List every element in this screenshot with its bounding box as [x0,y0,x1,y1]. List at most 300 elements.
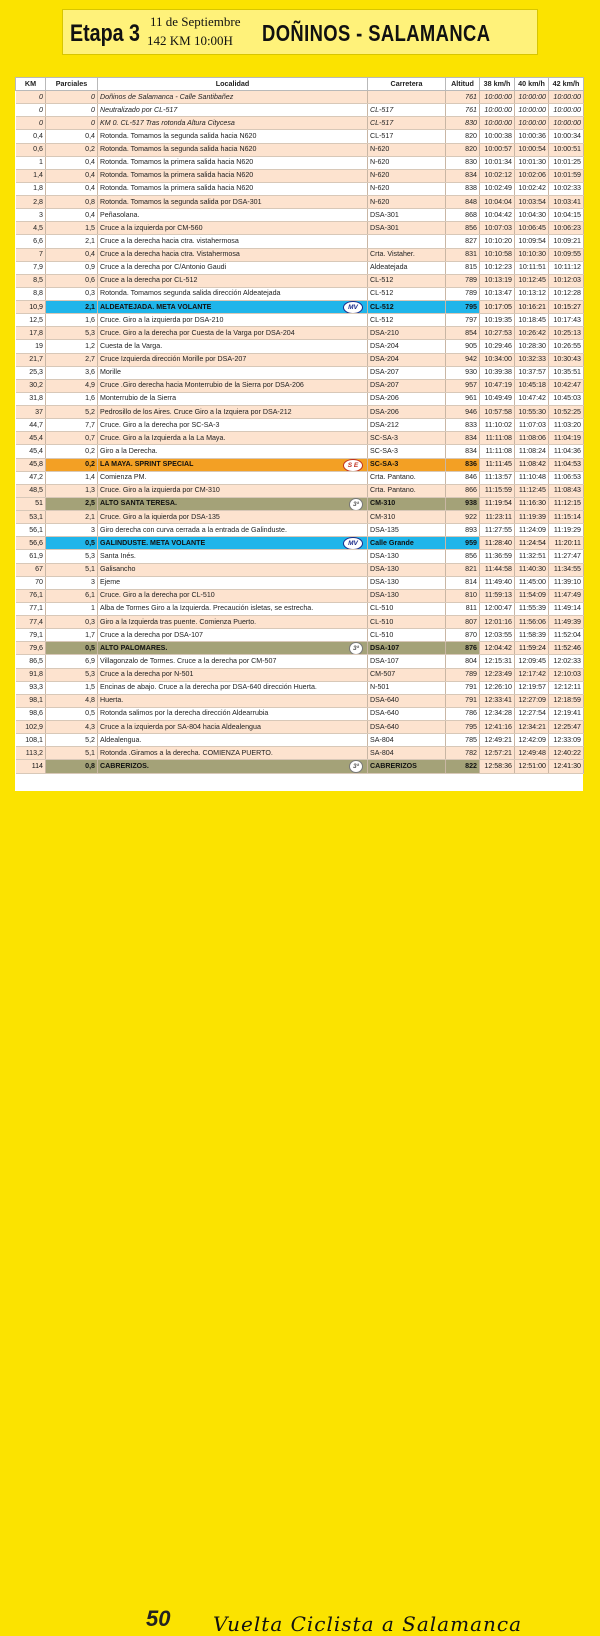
cell-time-42-text: 10:06:23 [553,223,581,232]
cell-time-38 [480,524,515,537]
cell-time-42-text: 11:49:14 [553,604,581,613]
cell-time-42 [549,694,584,707]
cell-time-40-text: 11:16:30 [518,499,546,508]
cell-time-42-text: 11:04:36 [553,446,581,455]
cell-carretera [368,379,446,392]
cell-km [16,563,46,576]
cell-altitud [446,721,480,734]
cell-time-42-text: 10:01:59 [553,171,581,180]
cell-carretera-text: CM-507 [370,670,396,679]
cell-localidad-text: Rotonda. Tomamos la segunda salida hacia N620 [100,131,257,140]
cell-km [16,602,46,615]
cell-carretera [368,432,446,445]
cell-parcial-text: 0,8 [85,761,95,770]
cell-altitud-text: 797 [465,315,477,324]
cell-time-42-text: 12:25:47 [553,722,581,731]
cell-time-42 [549,314,584,327]
cell-time-38-text: 12:34:28 [484,709,512,718]
cell-time-38 [480,471,515,484]
cell-localidad [98,327,368,340]
cell-time-38 [480,274,515,287]
cell-time-40 [515,366,549,379]
table-row [16,143,584,156]
cell-time-42-text: 10:02:33 [553,184,581,193]
cell-time-40-text: 10:02:06 [518,171,546,180]
cell-parcial [46,196,98,209]
stage-header [0,0,600,70]
cell-time-38-text: 10:17:05 [484,302,512,311]
cell-altitud [446,353,480,366]
cell-time-38 [480,576,515,589]
cell-altitud-text: 811 [465,604,477,613]
cell-parcial-text: 1,5 [85,683,95,692]
cell-parcial-text: 4,8 [85,696,95,705]
cell-carretera-text: CL-517 [370,105,394,114]
cell-time-38-text: 10:39:38 [484,368,512,377]
cell-km-text: 6,6 [33,236,43,245]
cell-localidad [98,497,368,510]
cell-time-38 [480,196,515,209]
table-row [16,104,584,117]
cell-parcial-text: 7,7 [85,420,95,429]
cell-km [16,327,46,340]
cell-time-40-text: 10:04:30 [518,210,546,219]
cell-carretera [368,143,446,156]
cell-time-40-text: 11:55:39 [518,604,546,613]
cell-altitud [446,681,480,694]
cell-km [16,721,46,734]
cell-altitud-text: 789 [465,276,477,285]
cell-localidad [98,235,368,248]
cell-carretera-text: DSA-204 [370,355,399,364]
cell-time-38-text: 12:49:21 [484,735,512,744]
cell-time-42-text: 11:19:29 [553,525,581,534]
cell-time-40 [515,353,549,366]
cell-km [16,235,46,248]
cell-km-text: 7 [39,250,43,259]
cell-carretera-text: CL-517 [370,118,394,127]
cell-time-40 [515,602,549,615]
cell-time-42-text: 11:08:43 [553,486,581,495]
cell-time-40 [515,340,549,353]
cell-time-38 [480,642,515,655]
table-row [16,327,584,340]
cell-km [16,91,46,104]
table-row [16,655,584,668]
cell-parcial-text: 5,3 [85,551,95,560]
cell-km [16,642,46,655]
cell-localidad [98,589,368,602]
cell-km-text: 114 [31,761,43,770]
table-row [16,721,584,734]
cell-localidad-text: Doñinos de Salamanca - Calle Santibañez [100,92,234,101]
cell-time-38 [480,104,515,117]
cell-time-42 [549,458,584,471]
cell-localidad [98,366,368,379]
cell-localidad-text: ALTO PALOMARES. [100,643,168,652]
cell-time-42-text: 10:00:51 [553,145,581,154]
cell-carretera-text: DSA-640 [370,709,399,718]
cell-altitud-text: 866 [465,486,477,495]
cell-altitud [446,734,480,747]
cell-time-40 [515,668,549,681]
cell-altitud [446,340,480,353]
cell-parcial [46,104,98,117]
cell-time-40 [515,130,549,143]
cell-time-42-text: 10:12:28 [553,289,581,298]
cell-time-40 [515,537,549,550]
cell-km [16,353,46,366]
cell-time-40 [515,104,549,117]
cell-time-38-text: 10:10:20 [484,236,512,245]
itinerary-table [15,77,584,774]
cell-parcial-text: 1,2 [85,341,95,350]
cell-carretera [368,314,446,327]
cell-time-38 [480,511,515,524]
cell-carretera-text: DSA-130 [370,591,399,600]
cell-altitud [446,130,480,143]
cell-time-38-text: 12:41:16 [484,722,512,731]
cell-time-38 [480,182,515,195]
cell-parcial-text: 2,1 [85,302,95,311]
table-row [16,524,584,537]
cell-localidad-text: CABRERIZOS. [100,761,149,770]
cell-time-42-text: 12:33:09 [553,735,581,744]
cell-parcial [46,392,98,405]
cell-altitud-text: 854 [465,328,477,337]
cell-altitud [446,235,480,248]
cell-km [16,182,46,195]
table-row [16,602,584,615]
cell-time-38 [480,734,515,747]
cell-time-42 [549,655,584,668]
cell-time-42-text: 11:03:20 [553,420,581,429]
table-row [16,392,584,405]
cell-parcial-text: 0,5 [85,709,95,718]
cell-localidad [98,209,368,222]
cell-time-42-text: 12:40:22 [553,748,581,757]
cell-altitud [446,117,480,130]
cell-altitud [446,524,480,537]
cell-localidad-text: Cruce a la izquierda por SA-804 hacia Aldealengua [100,722,261,731]
cell-km-text: 45,4 [29,446,43,455]
cell-localidad [98,196,368,209]
table-row [16,629,584,642]
cell-parcial-text: 2,1 [85,512,95,521]
cell-km-text: 8,5 [33,276,43,285]
cell-parcial [46,484,98,497]
cell-altitud-text: 830 [465,158,477,167]
cell-altitud-text: 834 [465,433,477,442]
cell-time-40-text: 10:18:45 [518,315,546,324]
cell-time-40 [515,471,549,484]
cell-km-text: 4,5 [33,223,43,232]
cell-parcial-text: 3,6 [85,368,95,377]
cell-time-42-text: 10:03:41 [553,197,581,206]
table-row [16,445,584,458]
cell-time-42 [549,602,584,615]
meta-volante-badge: MV [343,301,363,314]
cell-time-42-text: 10:00:00 [553,118,581,127]
cell-time-38-text: 10:29:46 [484,341,512,350]
cell-localidad [98,91,368,104]
cell-time-40 [515,392,549,405]
cell-localidad-text: Cruce a la derecha por DSA-107 [100,630,203,639]
cell-time-40-text: 12:19:57 [518,683,546,692]
cell-km [16,589,46,602]
cell-time-42 [549,182,584,195]
cell-time-42-text: 11:12:15 [553,499,581,508]
cell-time-38-text: 10:00:00 [484,118,512,127]
cell-parcial [46,406,98,419]
cell-carretera [368,576,446,589]
cell-time-40-text: 12:17:42 [518,670,546,679]
cell-parcial-text: 2,1 [85,236,95,245]
cell-time-40 [515,117,549,130]
cell-localidad-text: Santa Inés. [100,551,136,560]
cell-km-text: 56,6 [29,538,43,547]
cell-time-38 [480,209,515,222]
cell-time-38-text: 10:57:58 [484,407,512,416]
cell-time-40 [515,314,549,327]
cell-localidad [98,301,368,314]
cell-km-text: 91,8 [29,670,43,679]
cell-carretera [368,734,446,747]
cell-time-42 [549,576,584,589]
cell-time-42 [549,642,584,655]
table-row [16,366,584,379]
cell-carretera-text: DSA-206 [370,407,399,416]
cell-localidad [98,734,368,747]
cell-time-42-text: 10:52:25 [553,407,581,416]
cell-km-text: 77,4 [29,617,43,626]
cell-km [16,248,46,261]
cell-time-40 [515,379,549,392]
cell-carretera [368,747,446,760]
cell-time-38 [480,589,515,602]
cell-time-42 [549,629,584,642]
cell-time-38 [480,222,515,235]
cell-km-text: 61,9 [29,551,43,560]
cell-altitud [446,445,480,458]
cell-km-text: 2,8 [33,197,43,206]
cell-time-42 [549,104,584,117]
cell-carretera [368,353,446,366]
cell-carretera [368,248,446,261]
cell-localidad-text: Rotonda. Tomamos la segunda salida hacia N620 [100,145,257,154]
cell-localidad [98,222,368,235]
cell-time-38-text: 12:15:31 [484,656,512,665]
cell-altitud-text: 782 [465,748,477,757]
cell-altitud-text: 791 [465,696,477,705]
cell-localidad-text: Cruce a la derecha por N-501 [100,670,194,679]
cell-localidad-text: Pedrosillo de los Aires. Cruce Giro a la Izquiera por DSA-212 [100,407,292,416]
cell-carretera [368,681,446,694]
cell-altitud-text: 856 [465,223,477,232]
cell-time-38 [480,458,515,471]
cell-parcial [46,497,98,510]
cell-time-40 [515,248,549,261]
cell-altitud-text: 810 [465,591,477,600]
cell-carretera [368,261,446,274]
cell-parcial [46,760,98,773]
cell-localidad-text: ALDEATEJADA. META VOLANTE [100,302,212,311]
cell-localidad [98,629,368,642]
cell-altitud [446,629,480,642]
cell-time-42 [549,537,584,550]
cell-time-42-text: 12:41:30 [553,761,581,770]
cell-time-40-text: 10:32:33 [518,355,546,364]
cell-carretera-text: N-620 [370,197,390,206]
cell-time-42 [549,156,584,169]
cell-localidad-text: Cruce. Giro a la Izquierda a la La Maya. [100,433,226,442]
cell-km-text: 102,9 [25,722,43,731]
cell-time-38 [480,432,515,445]
cell-time-38 [480,406,515,419]
cell-time-38 [480,419,515,432]
cell-localidad-text: Rotonda. Tomamos la primera salida hacia N620 [100,171,254,180]
cell-time-42 [549,248,584,261]
col-header-40kmh: 40 km/h [515,78,549,91]
cell-parcial [46,366,98,379]
cell-localidad-text: Morille [100,368,121,377]
cell-parcial-text: 3 [91,525,95,534]
cell-time-40 [515,209,549,222]
cell-localidad [98,406,368,419]
cell-altitud-text: 820 [465,131,477,140]
cell-time-38-text: 12:03:55 [484,630,512,639]
cell-time-42-text: 10:11:12 [553,263,581,272]
cell-localidad [98,721,368,734]
col-header-parciales: Parciales [46,78,98,91]
cell-carretera-text: DSA-130 [370,551,399,560]
cell-time-42 [549,681,584,694]
cell-km [16,471,46,484]
cell-carretera-text: CM-310 [370,512,396,521]
cell-localidad-text: Rotonda. Tomamos segunda salida dirección Aldeatejada [100,289,281,298]
cell-parcial [46,602,98,615]
cell-altitud-text: 807 [465,617,477,626]
cell-carretera-text: Aldeatejada [370,263,408,272]
cell-parcial [46,419,98,432]
table-row [16,130,584,143]
cell-time-40-text: 11:59:24 [518,643,546,652]
cell-km [16,655,46,668]
cell-time-42 [549,524,584,537]
cell-time-40-text: 10:12:45 [518,276,546,285]
cell-localidad [98,287,368,300]
cell-carretera-text: N-620 [370,184,390,193]
cell-km-text: 108,1 [25,735,43,744]
cell-time-40-text: 10:00:00 [518,105,546,114]
cell-time-40-text: 12:42:09 [518,735,546,744]
cell-time-38 [480,261,515,274]
cell-localidad [98,432,368,445]
cell-localidad-text: Cruce .Giro derecha hacia Monterrubio de la Sierra por DSA-206 [100,381,304,390]
cell-time-40 [515,576,549,589]
cell-parcial-text: 0,5 [85,538,95,547]
table-row [16,563,584,576]
cell-localidad-text: Encinas de abajo. Cruce a la derecha por DSA-640 dirección Huerta. [100,683,317,692]
cell-km [16,497,46,510]
cell-time-38-text: 10:13:47 [484,289,512,298]
cell-time-38 [480,91,515,104]
cell-altitud [446,471,480,484]
cell-carretera [368,655,446,668]
cell-carretera-text: N-620 [370,158,390,167]
cell-altitud [446,642,480,655]
cell-altitud [446,419,480,432]
cell-localidad [98,353,368,366]
cell-altitud [446,497,480,510]
cell-time-40-text: 12:51:00 [518,761,546,770]
cell-time-40-text: 10:47:42 [518,394,546,403]
footer [0,800,600,1636]
cell-km-text: 47,2 [29,473,43,482]
cell-time-42 [549,747,584,760]
cell-altitud-text: 795 [465,722,477,731]
cell-time-40-text: 11:58:39 [518,630,546,639]
cell-time-40 [515,274,549,287]
cell-time-40 [515,235,549,248]
table-row [16,182,584,195]
cell-km [16,274,46,287]
cell-time-42 [549,91,584,104]
cell-time-38 [480,497,515,510]
cell-time-38 [480,760,515,773]
cell-time-42 [549,511,584,524]
cell-km [16,117,46,130]
cell-altitud-text: 761 [465,92,477,101]
cell-km [16,314,46,327]
cell-time-38 [480,681,515,694]
cell-time-40-text: 10:16:21 [518,302,546,311]
cell-km-text: 53,1 [29,512,43,521]
cell-time-38-text: 12:01:16 [484,617,512,626]
cell-carretera [368,301,446,314]
cell-parcial-text: 1,7 [85,630,95,639]
cell-km-text: 7,9 [33,263,43,272]
cell-km-text: 17,8 [29,328,43,337]
cell-time-42 [549,734,584,747]
cell-altitud-text: 848 [465,197,477,206]
cell-localidad [98,602,368,615]
cell-time-38 [480,694,515,707]
cell-carretera [368,406,446,419]
cell-time-40 [515,655,549,668]
cell-km-text: 76,1 [29,591,43,600]
cell-carretera-text: Crta. Pantano. [370,486,416,495]
cell-localidad [98,747,368,760]
cell-carretera-text: DSA-210 [370,328,399,337]
cell-carretera [368,445,446,458]
cell-localidad [98,694,368,707]
cell-altitud-text: 815 [465,263,477,272]
table-row [16,760,584,773]
cell-time-42-text: 11:52:04 [553,630,581,639]
table-row [16,169,584,182]
cell-altitud [446,327,480,340]
cell-km [16,392,46,405]
table-row [16,497,584,510]
cell-parcial-text: 6,9 [85,656,95,665]
cell-time-38 [480,563,515,576]
cell-time-38 [480,340,515,353]
cell-time-40-text: 10:06:45 [518,223,546,232]
cell-altitud [446,392,480,405]
cell-altitud [446,182,480,195]
cell-parcial-text: 5,2 [85,735,95,744]
